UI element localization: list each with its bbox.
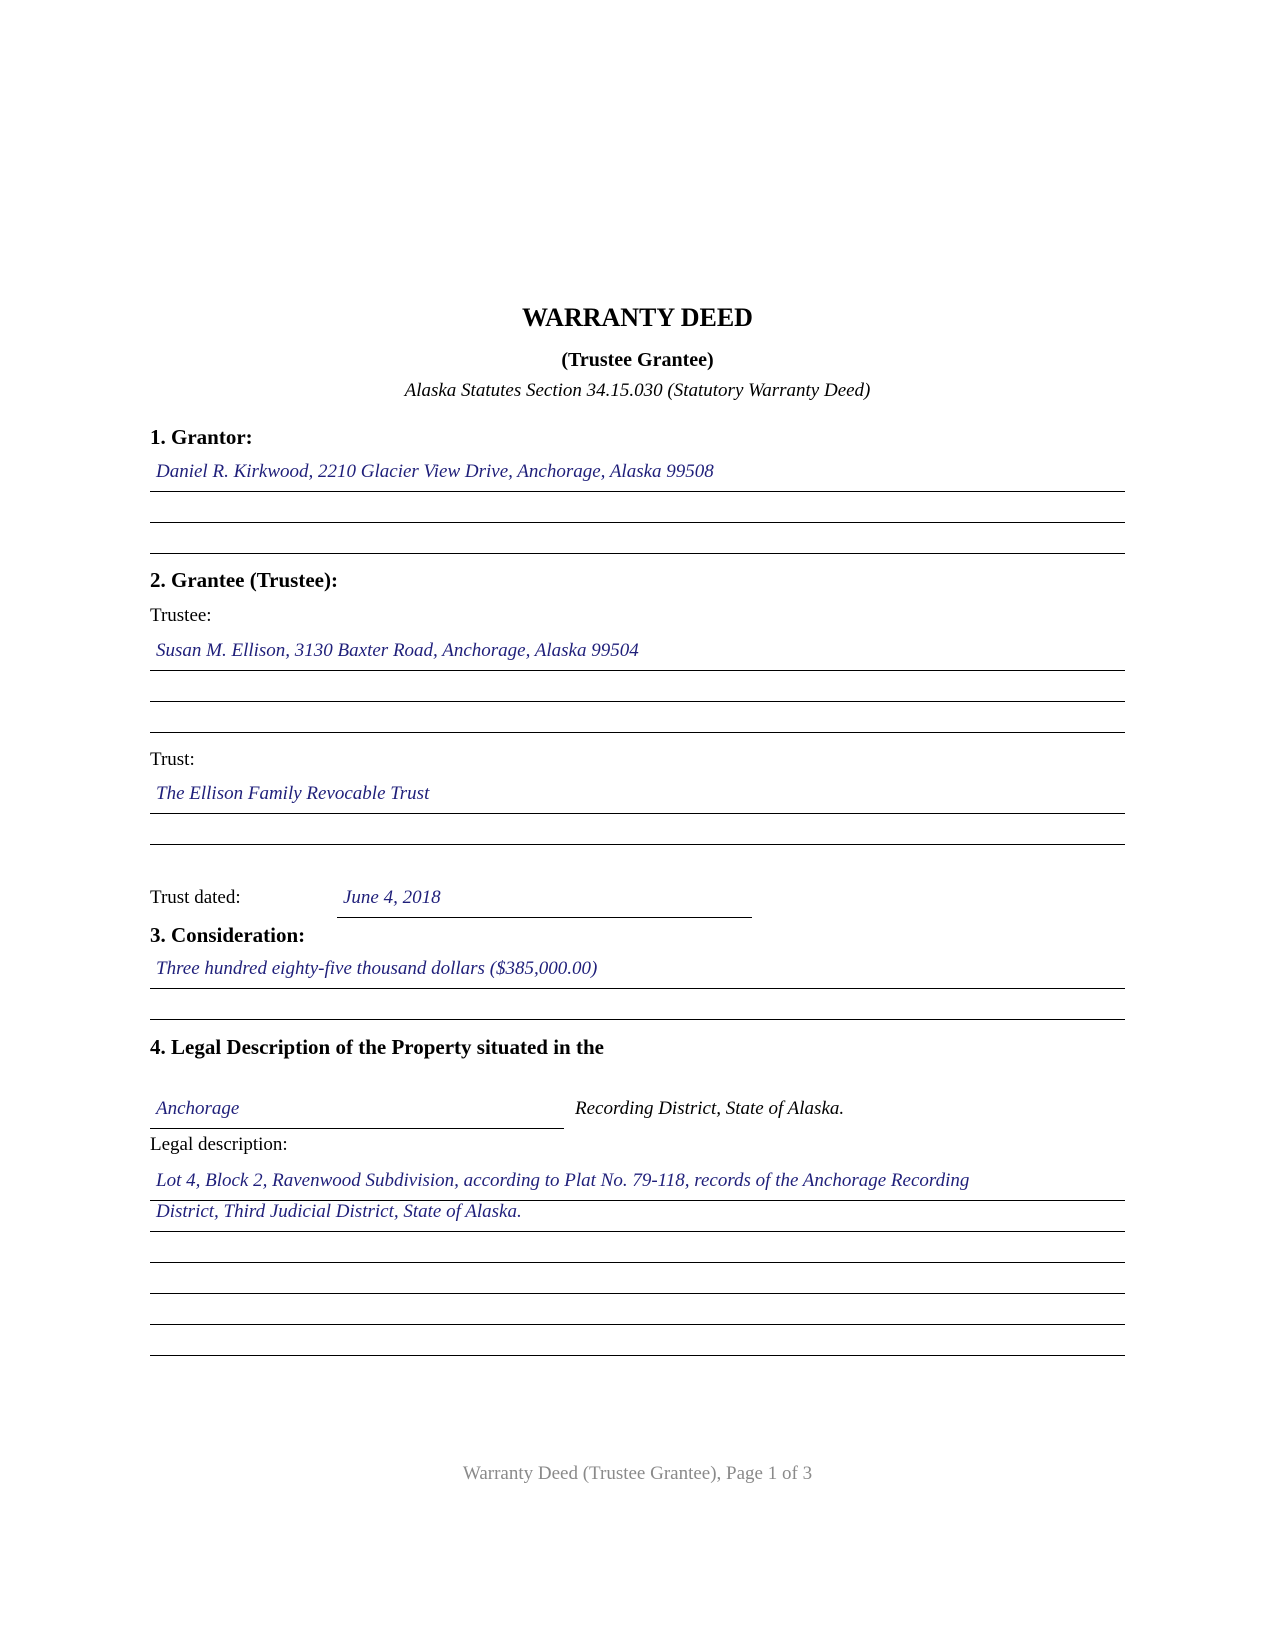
grantor-heading: 1. Grantor: <box>150 425 253 449</box>
page-footer: Warranty Deed (Trustee Grantee), Page 1 of 3 <box>462 1463 813 1484</box>
legal-line-4 <box>150 1293 1125 1294</box>
trust-dated-label: Trust dated: <box>150 887 241 908</box>
legal-line-6 <box>150 1355 1125 1356</box>
grantor-line-3 <box>150 553 1125 554</box>
consideration-value[interactable]: Three hundred eighty-five thousand dollars ($385,000.00) <box>156 958 598 979</box>
trustee-line-1 <box>150 670 1125 671</box>
document-title: WARRANTY DEED <box>522 303 753 332</box>
legal-line-5 <box>150 1324 1125 1325</box>
grantor-line-2 <box>150 522 1125 523</box>
legal-description-label: Legal description: <box>150 1134 288 1155</box>
legal-description-line-1[interactable]: Lot 4, Block 2, Ravenwood Subdivision, according to Plat No. 79-118, records of the Anchorage Recording <box>156 1170 970 1191</box>
document-subtitle: (Trustee Grantee) <box>561 349 714 371</box>
statute-reference: Alaska Statutes Section 34.15.030 (Statutory Warranty Deed) <box>404 380 871 401</box>
trust-dated-line <box>337 917 752 918</box>
trust-line-1 <box>150 813 1125 814</box>
grantor-line-1 <box>150 491 1125 492</box>
legal-heading: 4. Legal Description of the Property situated in the <box>150 1035 604 1059</box>
legal-line-2 <box>150 1231 1125 1232</box>
trust-dated-value[interactable]: June 4, 2018 <box>343 887 441 908</box>
trustee-line-2 <box>150 701 1125 702</box>
legal-line-3 <box>150 1262 1125 1263</box>
grantor-value[interactable]: Daniel R. Kirkwood, 2210 Glacier View Drive, Anchorage, Alaska 99508 <box>156 461 714 482</box>
consideration-line-2 <box>150 1019 1125 1020</box>
grantee-heading: 2. Grantee (Trustee): <box>150 568 338 592</box>
trust-line-2 <box>150 844 1125 845</box>
trust-value[interactable]: The Ellison Family Revocable Trust <box>156 783 430 804</box>
trustee-label: Trustee: <box>150 605 212 626</box>
trustee-value[interactable]: Susan M. Ellison, 3130 Baxter Road, Anchorage, Alaska 99504 <box>156 640 639 661</box>
trustee-line-3 <box>150 732 1125 733</box>
consideration-line-1 <box>150 988 1125 989</box>
legal-description-line-2[interactable]: District, Third Judicial District, State of Alaska. <box>156 1201 522 1222</box>
recording-district-value[interactable]: Anchorage <box>156 1098 240 1119</box>
trust-label: Trust: <box>150 749 195 770</box>
recording-district-line <box>150 1128 564 1129</box>
consideration-heading: 3. Consideration: <box>150 923 306 947</box>
recording-district-suffix: Recording District, State of Alaska. <box>575 1098 845 1119</box>
